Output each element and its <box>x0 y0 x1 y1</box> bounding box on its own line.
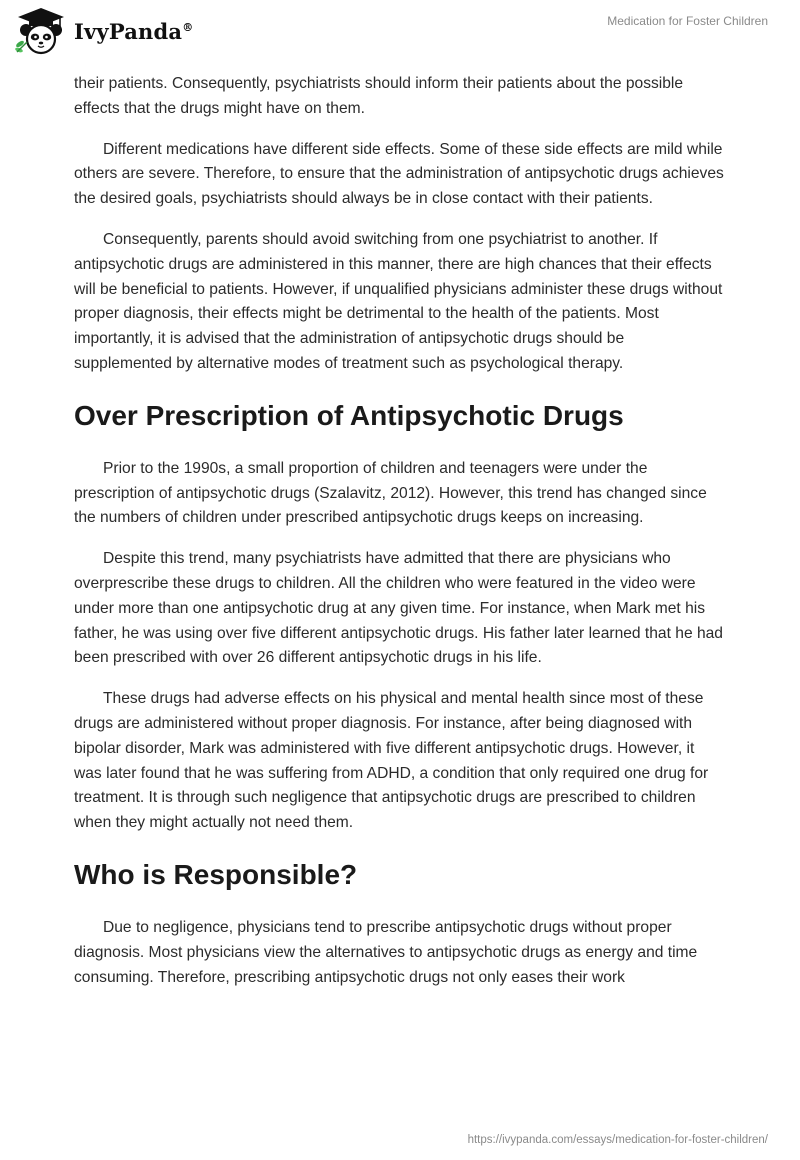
source-url-link[interactable]: https://ivypanda.com/essays/medication-for-foster-children/ <box>467 1134 768 1146</box>
section-heading: Over Prescription of Antipsychotic Drugs <box>74 399 624 431</box>
paragraph: Different medications have different side effects. Some of these side effects are mild while others are severe. Therefore, to ensure that the administration of antipsychotic drugs achieves the desired goals, psychiatrists should always be in close contact with their patients. <box>74 140 724 208</box>
section-heading: Who is Responsible? <box>74 858 358 890</box>
ivypanda-logo[interactable] <box>14 6 193 56</box>
paragraph: their patients. Consequently, psychiatrists should inform their patients about the possible effects that the drugs might have on them. <box>74 75 684 117</box>
paragraph: Despite this trend, many psychiatrists have admitted that there are physicians who overprescribe these drugs to children. All the children who were featured in the video were under more than one antipsychotic drug at any given time. For instance, when Mark met his father, he was using over five different antipsychotic drugs. His father later learned that he had been prescribed with over 26 different antipsychotic drugs in his life. <box>74 550 723 667</box>
paragraph: Consequently, parents should avoid switching from one psychiatrist to another. If antipsychotic drugs are administered in this manner, there are high chances that their effects will be beneficial to patients. However, if unqualified physicians administer these drugs without proper diagnosis, their effects might be detrimental to the health of the patients. Most importantly, it is advised that the administration of antipsychotic drugs should be supplemented by alternative modes of treatment such as psychological therapy. <box>74 230 723 372</box>
paragraph: These drugs had adverse effects on his physical and mental health since most of these drugs are administered without proper diagnosis. For instance, after being diagnosed with bipolar disorder, Mark was administered with five different antipsychotic drugs. However, it was later found that he was suffering from ADHD, a condition that only required one drug for treatment. It is through such negligence that antipsychotic drugs are prescribed to children when they might actually not need them. <box>74 690 709 832</box>
page-header <box>0 0 800 70</box>
panda-graduate-icon <box>14 6 68 56</box>
essay-body <box>74 72 726 1006</box>
paragraph: Prior to the 1990s, a small proportion of children and teenagers were under the prescription of antipsychotic drugs (Szalavitz, 2012). However, this trend has changed since the numbers of children under prescribed antipsychotic drugs keeps on increasing. <box>74 459 707 527</box>
registered-mark: ® <box>182 20 194 34</box>
document-title: Medication for Foster Children <box>607 14 768 28</box>
paragraph: Due to negligence, physicians tend to prescribe antipsychotic drugs without proper diagnosis. Most physicians view the alternatives to antipsychotic drugs as energy and time consuming. Therefore, prescribing antipsychotic drugs not only eases their work <box>74 918 698 986</box>
brand-name: IvyPanda® <box>74 18 194 44</box>
